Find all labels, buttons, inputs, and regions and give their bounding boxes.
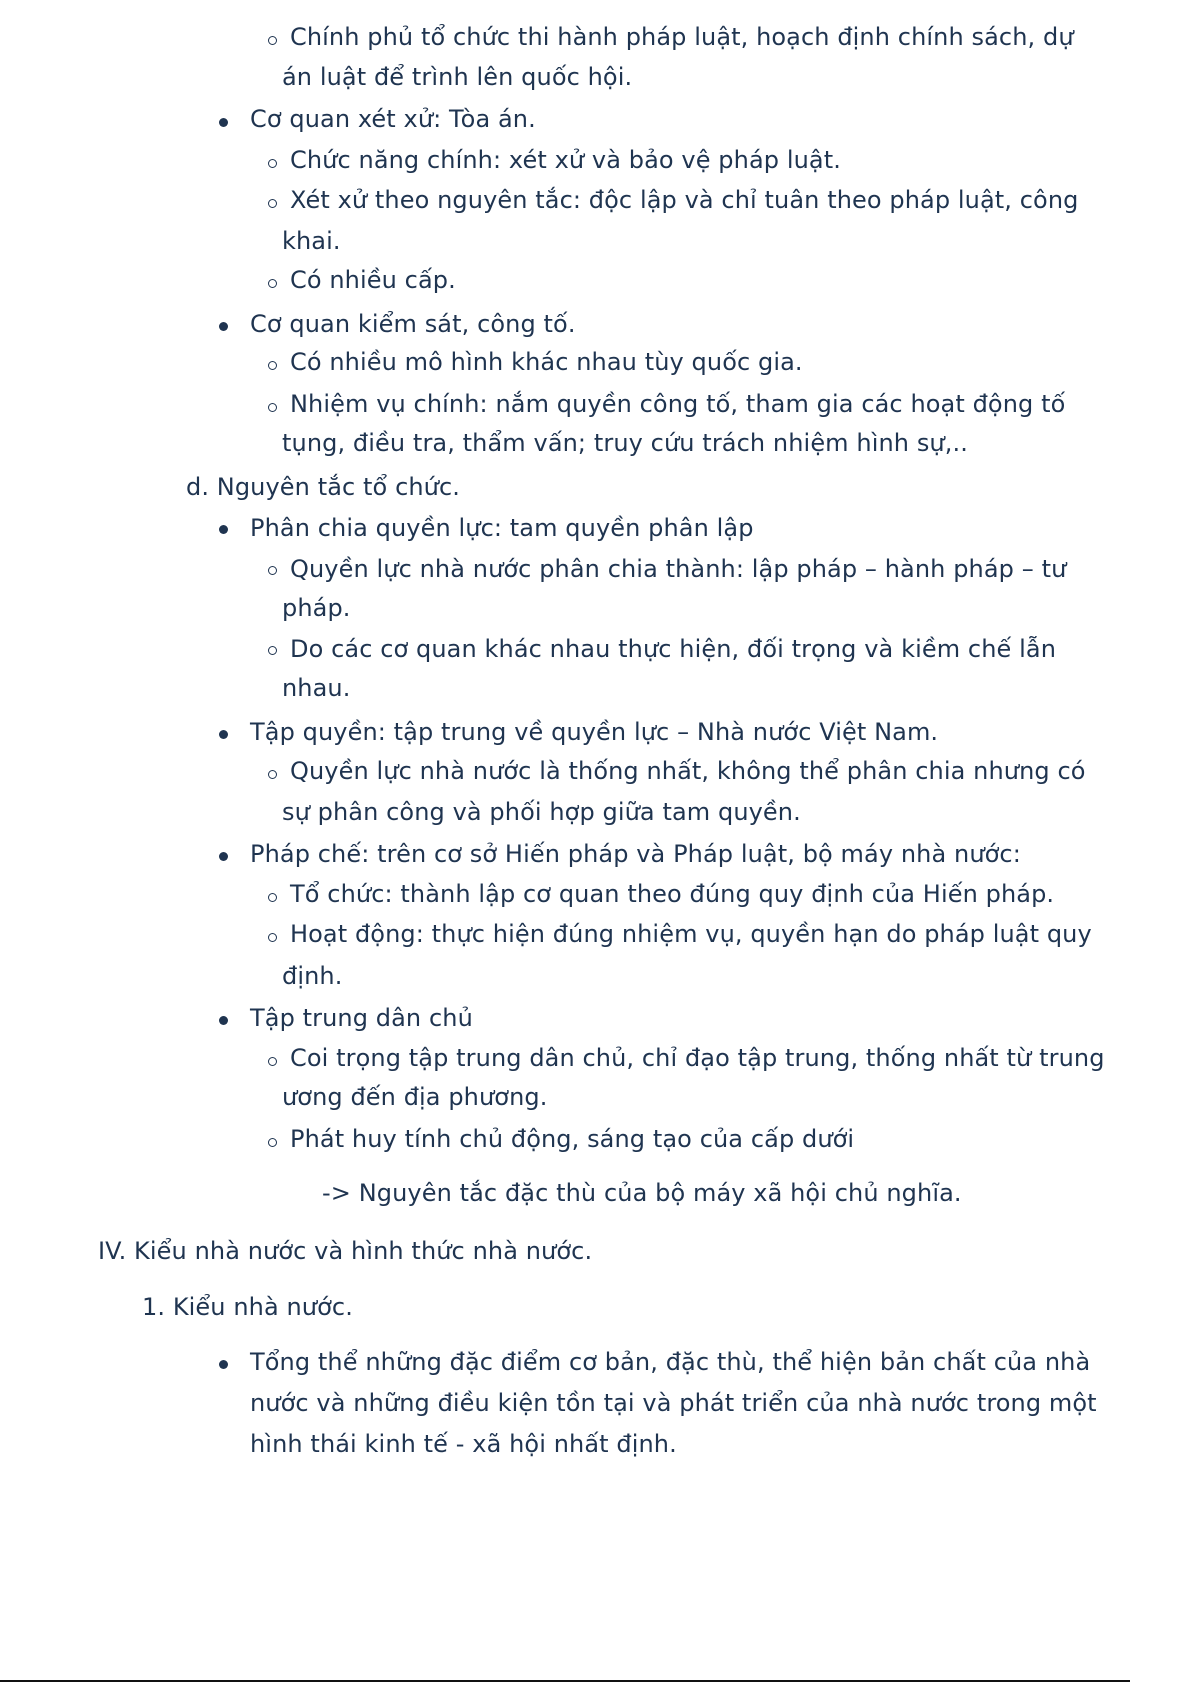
text-line: Hoạt động: thực hiện đúng nhiệm vụ, quyền hạn do pháp luật quy [290,920,1092,948]
text-line: Tập quyền: tập trung về quyền lực – Nhà nước Việt Nam. [250,718,939,746]
text-line: Do các cơ quan khác nhau thực hiện, đối trọng và kiềm chế lẫn [290,635,1057,663]
circle-bullet-icon [268,1138,277,1147]
text-line: Coi trọng tập trung dân chủ, chỉ đạo tập trung, thống nhất từ trung [290,1044,1105,1072]
text-line: nhau. [282,674,351,702]
circle-bullet-icon [268,770,277,779]
circle-bullet-icon [268,159,277,168]
circle-bullet-icon [268,403,277,412]
text-line: Chính phủ tổ chức thi hành pháp luật, hoạch định chính sách, dự [290,23,1074,51]
text-line: sự phân công và phối hợp giữa tam quyền. [282,798,801,826]
text-line: Nhiệm vụ chính: nắm quyền công tố, tham gia các hoạt động tố [290,390,1066,418]
text-line: Quyền lực nhà nước phân chia thành: lập pháp – hành pháp – tư [290,555,1067,583]
text-line: Có nhiều mô hình khác nhau tùy quốc gia. [290,348,803,376]
text-line: Xét xử theo nguyên tắc: độc lập và chỉ tuân theo pháp luật, công [290,186,1079,214]
circle-bullet-icon [268,1057,277,1066]
bullet-icon [219,730,228,739]
text-line: Phân chia quyền lực: tam quyền phân lập [250,514,754,542]
circle-bullet-icon [268,646,277,655]
text-line: khai. [282,227,341,255]
circle-bullet-icon [268,361,277,370]
bullet-icon [219,1360,228,1369]
page-bottom-rule [0,1680,1130,1682]
circle-bullet-icon [268,566,277,575]
text-line: Tổ chức: thành lập cơ quan theo đúng quy định của Hiến pháp. [290,880,1055,908]
circle-bullet-icon [268,893,277,902]
text-line: pháp. [282,594,351,622]
bullet-icon [219,525,228,534]
bullet-icon [219,322,228,331]
section-heading: d. Nguyên tắc tổ chức. [186,473,461,501]
subsection-heading: 1. Kiểu nhà nước. [142,1293,353,1321]
text-line: nước và những điều kiện tồn tại và phát triển của nhà nước trong một [250,1389,1097,1417]
text-line: Tập trung dân chủ [250,1004,473,1032]
text-line: Phát huy tính chủ động, sáng tạo của cấp dưới [290,1125,855,1153]
text-line: tụng, điều tra, thẩm vấn; truy cứu trách nhiệm hình sự,.. [282,429,968,457]
text-line: Có nhiều cấp. [290,266,456,294]
text-line: án luật để trình lên quốc hội. [282,63,633,91]
text-line: Quyền lực nhà nước là thống nhất, không thể phân chia nhưng có [290,757,1086,785]
text-line: Pháp chế: trên cơ sở Hiến pháp và Pháp luật, bộ máy nhà nước: [250,840,1021,868]
conclusion-line: -> Nguyên tắc đặc thù của bộ máy xã hội chủ nghĩa. [322,1179,962,1207]
text-line: hình thái kinh tế - xã hội nhất định. [250,1430,677,1458]
section-heading: IV. Kiểu nhà nước và hình thức nhà nước. [98,1237,593,1265]
text-line: Cơ quan xét xử: Tòa án. [250,105,536,133]
circle-bullet-icon [268,933,277,942]
bullet-icon [219,118,228,127]
circle-bullet-icon [268,36,277,45]
bullet-icon [219,852,228,861]
text-line: ương đến địa phương. [282,1083,548,1111]
bullet-icon [219,1016,228,1025]
text-line: định. [282,962,343,990]
text-line: Tổng thể những đặc điểm cơ bản, đặc thù, thể hiện bản chất của nhà [250,1348,1091,1376]
circle-bullet-icon [268,279,277,288]
text-line: Chức năng chính: xét xử và bảo vệ pháp luật. [290,146,841,174]
text-line: Cơ quan kiểm sát, công tố. [250,310,576,338]
circle-bullet-icon [268,199,277,208]
